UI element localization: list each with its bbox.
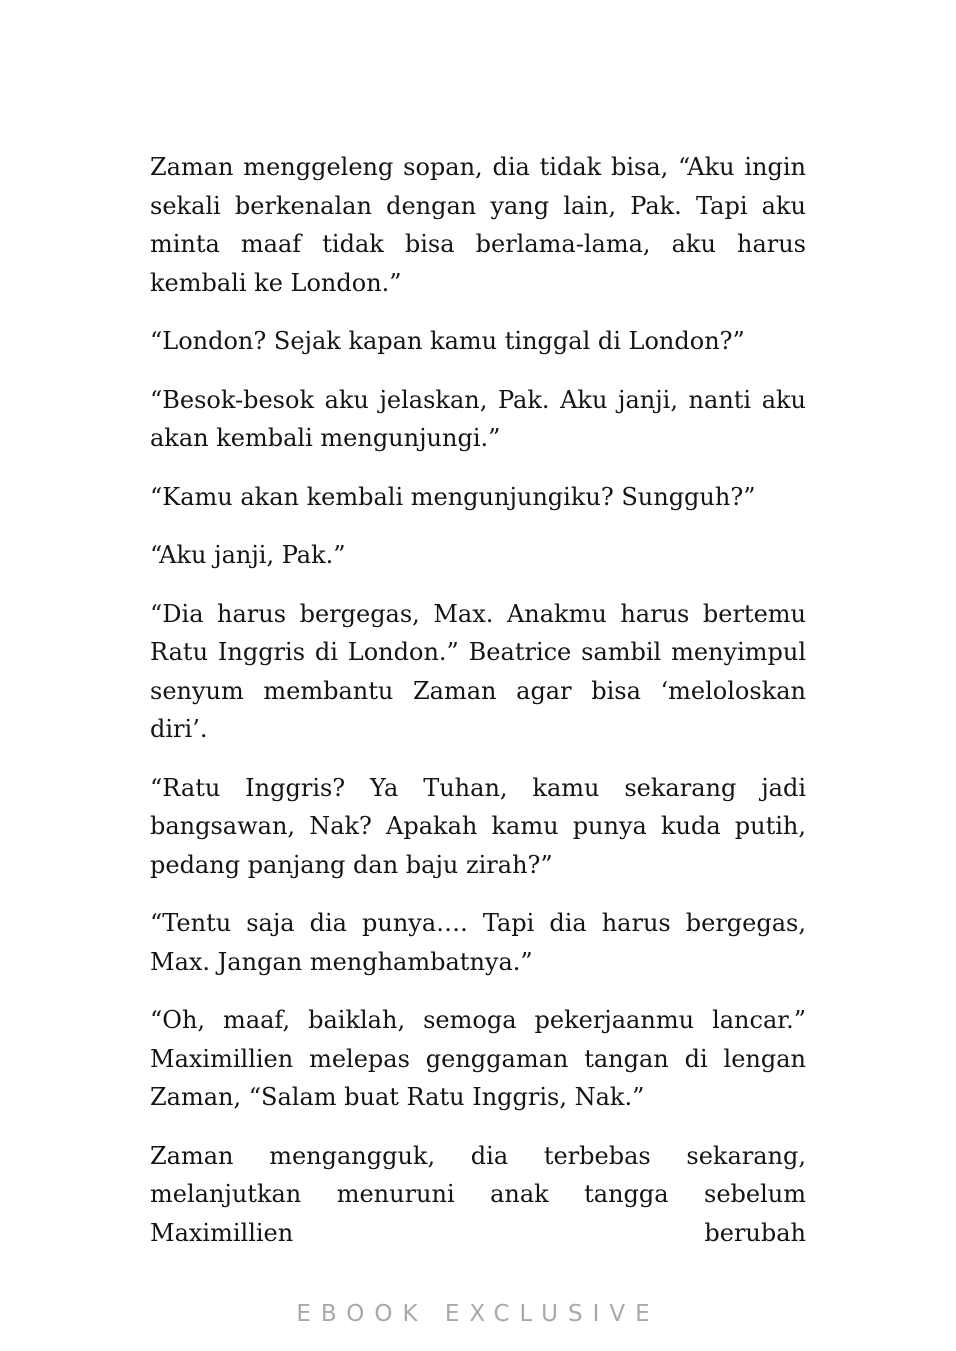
paragraph: “Aku janji, Pak.” (150, 541, 346, 569)
paragraph: “Besok-besok aku jelaskan, Pak. Aku janji, nanti aku akan kembali mengunjungi.” (150, 385, 806, 452)
paragraph: “Dia harus bergegas, Max. Anakmu harus bertemu Ratu Inggris di London.” Beatrice sambil menyimpul senyum membantu Zaman agar bisa ‘meloloskan diri’. (150, 599, 806, 743)
paragraph: “Ratu Inggris? Ya Tuhan, kamu sekarang jadi bangsawan, Nak? Apakah kamu punya kuda putih, pedang panjang dan baju zirah?” (150, 773, 806, 879)
paragraph: Zaman mengangguk, dia terbebas sekarang, melanjutkan menuruni anak tangga sebelum Maximillien berubah (150, 1141, 806, 1247)
paragraph: “Oh, maaf, baiklah, semoga pekerjaanmu lancar.” Maximillien melepas genggaman tangan di lengan Zaman, “Salam buat Ratu Inggris, Nak.” (150, 1006, 806, 1111)
page-body (150, 148, 806, 1272)
paragraph: Zaman menggeleng sopan, dia tidak bisa, “Aku ingin sekali berkenalan dengan yang lain, Pak. Tapi aku minta maaf tidak bisa berlama-lama, aku harus kembali ke London.” (150, 153, 806, 297)
paragraph: “London? Sejak kapan kamu tinggal di London?” (150, 327, 745, 355)
paragraph: “Kamu akan kembali mengunjungiku? Sungguh?” (150, 482, 756, 511)
footer-label: EBOOK EXCLUSIVE (296, 1301, 660, 1327)
paragraph: “Tentu saja dia punya…. Tapi dia harus bergegas, Max. Jangan menghambatnya.” (150, 909, 806, 976)
